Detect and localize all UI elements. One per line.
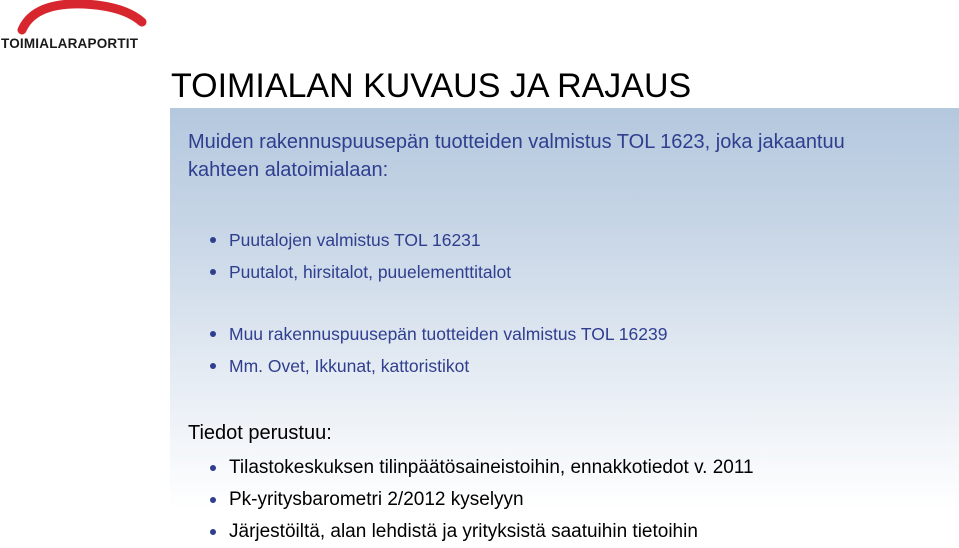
page-title: TOIMIALAN KUVAUS JA RAJAUS	[171, 67, 692, 105]
list-item: Tilastokeskuksen tilinpäätösaineistoihin, ennakkotiedot v. 2011	[210, 452, 754, 484]
list-item: Pk-yritysbarometri 2/2012 kyselyyn	[210, 484, 754, 516]
toimialaraportit-logo	[0, 0, 160, 56]
logo-text: TOIMIALARAPORTIT	[1, 36, 139, 51]
list-item: Järjestöiltä, alan lehdistä ja yrityksistä saatuihin tietoihin	[210, 516, 754, 548]
list-item: Puutalot, hirsitalot, puuelementtitalot	[210, 256, 511, 288]
logo-arc-icon	[14, 0, 154, 40]
list-item: Puutalojen valmistus TOL 16231	[210, 224, 511, 256]
subindustry-list-1	[210, 224, 511, 288]
subindustry-list-2	[210, 318, 667, 382]
sources-heading: Tiedot perustuu:	[188, 422, 332, 444]
intro-text: Muiden rakennuspuusepän tuotteiden valmistus TOL 1623, joka jakaantuu kahteen alatoimialaan:	[188, 131, 845, 181]
list-item: Muu rakennuspuusepän tuotteiden valmistus TOL 16239	[210, 318, 667, 350]
list-item: Mm. Ovet, Ikkunat, kattoristikot	[210, 350, 667, 382]
sources-list	[210, 452, 754, 548]
